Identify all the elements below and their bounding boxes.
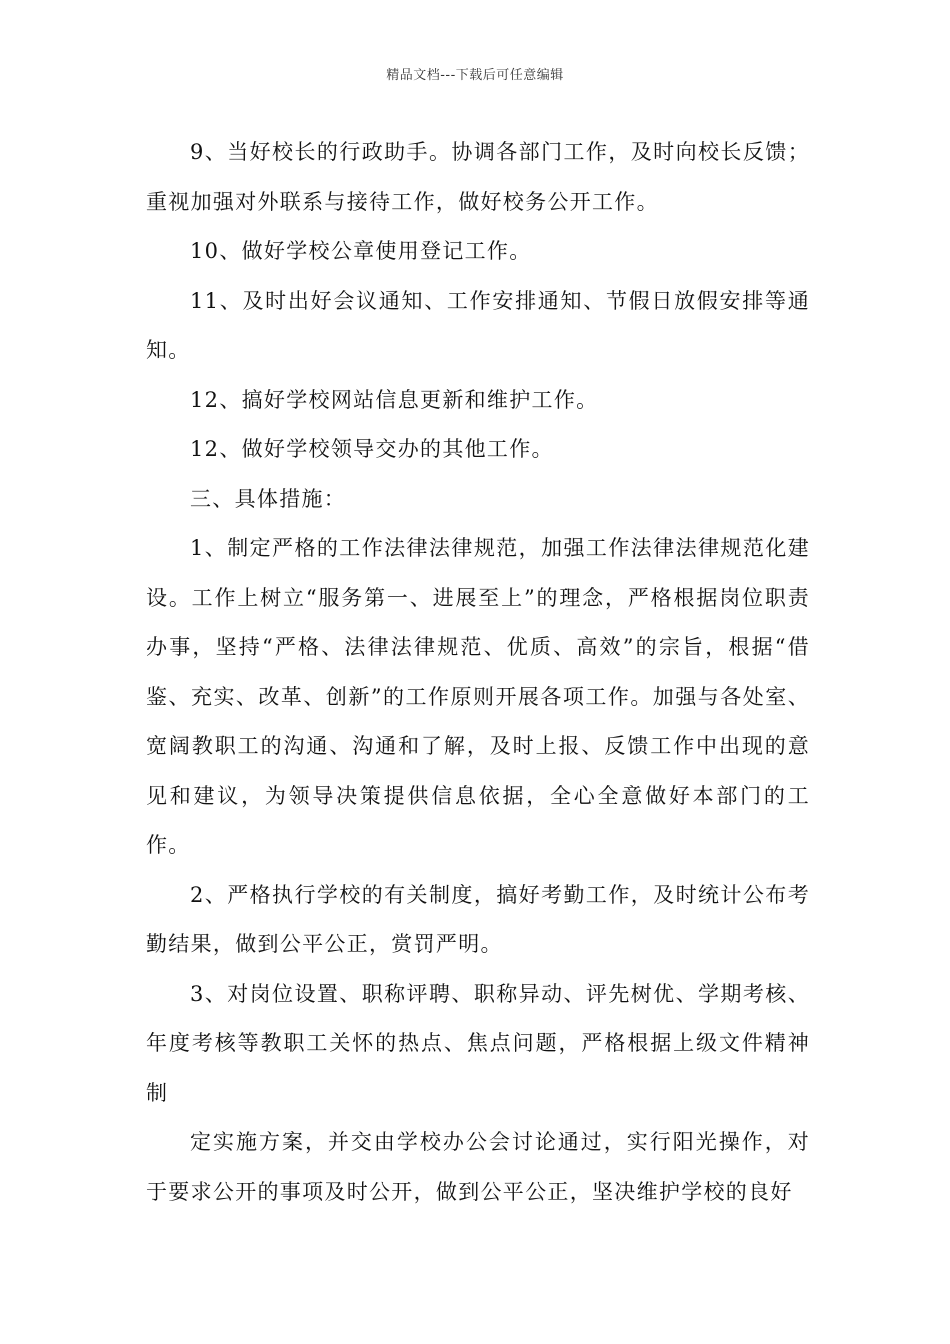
- document-body: [146, 128, 810, 1217]
- paragraph-item-12-website: 12、搞好学校网站信息更新和维护工作。: [190, 387, 599, 412]
- paragraph-item-12-other: 12、做好学校领导交办的其他工作。: [190, 437, 554, 461]
- page-header: 精品文档---下载后可任意编辑: [386, 68, 564, 83]
- paragraph-measure-3: 3、对岗位设置、职称评聘、职称异动、评先树优、学期考核、年度考核等教职工关怀的热点、焦点问题，严格根据上级文件精神制: [146, 981, 810, 1105]
- section-heading-measures: 三、具体措施：: [190, 486, 347, 511]
- paragraph-measure-1: 1、制定严格的工作法律法律规范，加强工作法律法律规范化建设。工作上树立“服务第一、进展至上”的理念，严格根据岗位职责办事，坚持“严格、法律法律规范、优质、高效”的宗旨，根据“借鉴、充实、改革、创新”的工作原则开展各项工作。加强与各处室、宽阔教职工的沟通、沟通和了解，及时上报、反馈工作中出现的意见和建议，为领导决策提供信息依据，全心全意做好本部门的工作。: [146, 536, 810, 857]
- paragraph-measure-2: 2、严格执行学校的有关制度，搞好考勤工作，及时统计公布考勤结果，做到公平公正，赏罚严明。: [146, 882, 810, 956]
- paragraph-item-11: 11、及时出好会议通知、工作安排通知、节假日放假安排等通知。: [146, 288, 810, 362]
- paragraph-measure-3-continued: 定实施方案，并交由学校办公会讨论通过，实行阳光操作，对于要求公开的事项及时公开，做到公平公正，坚决维护学校的良好: [146, 1130, 810, 1204]
- paragraph-item-9: 9、当好校长的行政助手。协调各部门工作，及时向校长反馈；重视加强对外联系与接待工作，做好校务公开工作。: [146, 140, 810, 214]
- paragraph-item-10: 10、做好学校公章使用登记工作。: [190, 239, 532, 263]
